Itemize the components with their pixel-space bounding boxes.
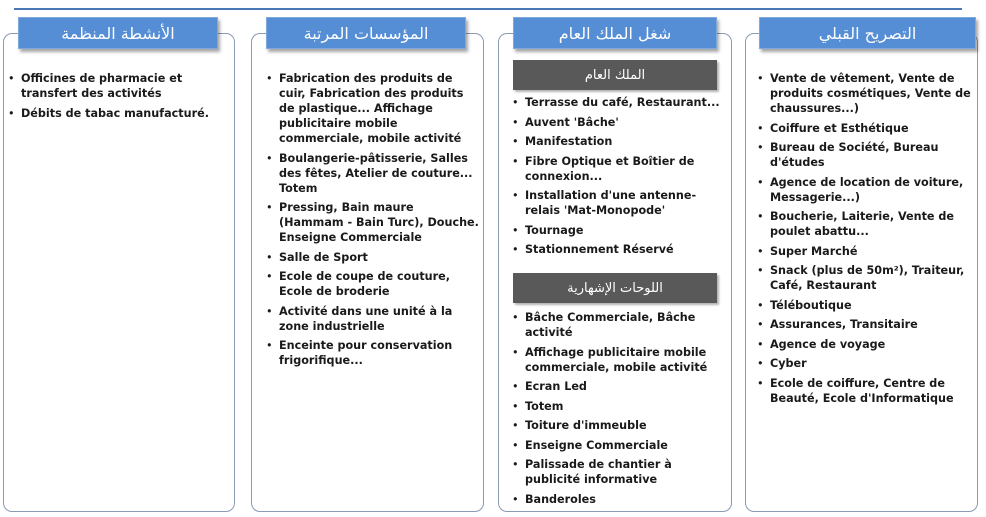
- title-prior-declaration: التصريح القبلي: [759, 17, 976, 49]
- list-item: • Palissade de chantier à publicité informative: [510, 457, 730, 487]
- list-item: • Coiffure et Esthétique: [755, 121, 975, 136]
- list-item: • Toiture d'immeuble: [510, 418, 730, 433]
- subhead-public-property: الملك العام: [513, 60, 717, 90]
- list-item: • Stationnement Réservé: [510, 242, 730, 257]
- title-classified-establishments: المؤسسات المرتبة: [266, 17, 466, 49]
- list-item: • Agence de voyage: [755, 337, 975, 352]
- list-item: • Manifestation: [510, 134, 730, 149]
- list-item: • Enseigne Commerciale: [510, 438, 730, 453]
- list-item: • Tournage: [510, 223, 730, 238]
- list-item: • Super Marché: [755, 244, 975, 259]
- subhead-billboards: اللوحات الإشهارية: [513, 273, 717, 303]
- list-item: • Activité dans une unité à la zone industrielle: [264, 304, 482, 334]
- top-rule: [14, 8, 962, 10]
- list-item: • Totem: [510, 399, 730, 414]
- list-item: • Boulangerie-pâtisserie, Salles des fêtes, Atelier de couture... Totem: [264, 151, 482, 196]
- list-item: • Affichage publicitaire mobile commerciale, mobile activité: [510, 345, 730, 375]
- list-item: • Auvent 'Bâche': [510, 115, 730, 130]
- title-public-domain: شغل الملك العام: [513, 17, 717, 49]
- list-item: • Installation d'une antenne-relais 'Mat-Monopode': [510, 188, 730, 218]
- list-item: • Cyber: [755, 356, 975, 371]
- list-item: • Boucherie, Laiterie, Vente de poulet abattu...: [755, 209, 975, 239]
- list-organized-activities: [6, 71, 232, 125]
- list-item: • Banderoles: [510, 492, 730, 507]
- list-item: • Vente de vêtement, Vente de produits cosmétiques, Vente de chaussures...): [755, 71, 975, 116]
- list-billboards: [510, 310, 730, 511]
- list-item: • Terrasse du café, Restaurant...: [510, 95, 730, 110]
- list-item: • Débits de tabac manufacturé.: [6, 106, 232, 121]
- list-item: • Enceinte pour conservation frigorifique...: [264, 338, 482, 368]
- list-item: • Bureau de Société, Bureau d'études: [755, 140, 975, 170]
- list-item: • Salle de Sport: [264, 250, 482, 265]
- list-classified-establishments: [264, 71, 482, 373]
- list-item: • Assurances, Transitaire: [755, 317, 975, 332]
- list-item: • Officines de pharmacie et transfert des activités: [6, 71, 232, 101]
- list-item: • Pressing, Bain maure (Hammam - Bain Turc), Douche. Enseigne Commerciale: [264, 200, 482, 245]
- list-prior-declaration: [755, 71, 975, 410]
- list-item: • Ecole de coupe de couture, Ecole de broderie: [264, 269, 482, 299]
- list-item: • Fabrication des produits de cuir, Fabrication des produits de plastique... Affichage publicitaire mobile commerciale, mobile activité: [264, 71, 482, 146]
- list-item: • Téléboutique: [755, 298, 975, 313]
- list-item: • Ecole de coiffure, Centre de Beauté, Ecole d'Informatique: [755, 376, 975, 406]
- list-item: • Agence de location de voiture, Messagerie...): [755, 175, 975, 205]
- list-item: • Snack (plus de 50m²), Traiteur, Café, Restaurant: [755, 263, 975, 293]
- list-item: • Bâche Commerciale, Bâche activité: [510, 310, 730, 340]
- list-public-property: [510, 95, 730, 262]
- title-organized-activities: الأنشطة المنظمة: [18, 17, 218, 49]
- list-item: • Ecran Led: [510, 379, 730, 394]
- list-item: • Fibre Optique et Boîtier de connexion...: [510, 154, 730, 184]
